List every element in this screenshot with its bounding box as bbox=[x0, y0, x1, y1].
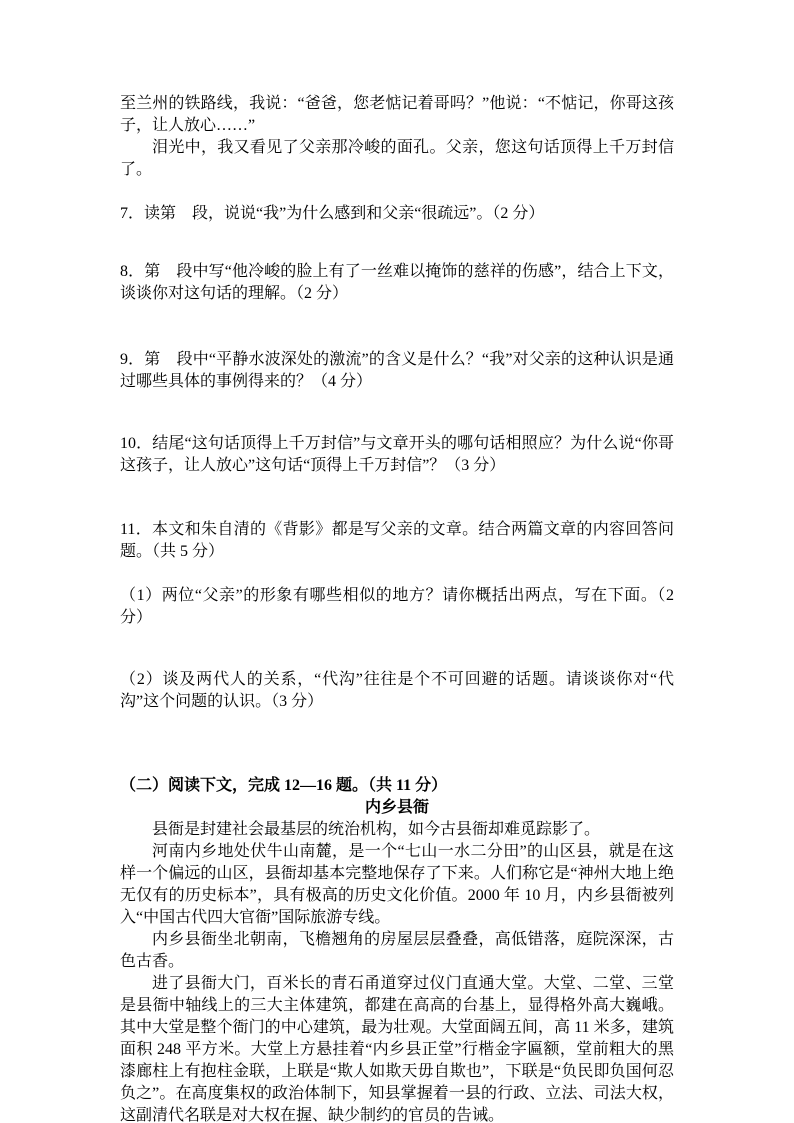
question-11-subitem-1: （1）两位“父亲”的形象有哪些相似的地方？请你概括出两点，写在下面。（2 分） bbox=[120, 587, 674, 626]
question-9: 9．第 段中“平静水波深处的激流”的含义是什么？“我”对父亲的这种认识是通过哪些具体的事例得来的？（4 分） bbox=[120, 351, 674, 390]
essay-paragraph-2: 河南内乡地处伏牛山南麓，是一个“七山一水二分田”的山区县，就是在这样一个偏远的山区，县衙却基本完整地保存了下来。人们称它是“神州大地上绝无仅有的历史标本”，具有极高的历史文化价值。2000 年 10 月，内乡县衙被列入“中国古代四大官衙”国际旅游专线。 bbox=[120, 843, 674, 926]
question-10: 10．结尾“这句话顶得上千万封信”与文章开头的哪句话相照应？为什么说“你哥这孩子，让人放心”这句话“顶得上千万封信”？（3 分） bbox=[120, 435, 674, 474]
essay-paragraph-4: 进了县衙大门，百米长的青石甬道穿过仪门直通大堂。大堂、二堂、三堂是县衙中轴线上的三大主体建筑，都建在高高的台基上，显得格外高大巍峨。其中大堂是整个衙门的中心建筑，最为壮观。大堂面阔五间，高 11 米多，建筑面积 248 平方米。大堂上方悬挂着“内乡县正堂”行楷金字匾额，堂前粗大的黑漆廊柱上有抱柱金联，上联是“欺人如欺天毋自欺也”，下联是“负民即负国何忍负之”。在高度集权的政治体制下，知县掌握着一县的行政、立法、司法大权，这副清代名联是对大权在握、缺少制约的官员的告诫。 bbox=[120, 975, 674, 1123]
essay-title: 内乡县衙 bbox=[364, 799, 429, 816]
question-11-subitem-2: （2）谈及两代人的关系，“代沟”往往是个不可回避的话题。请谈谈你对“代沟”这个问题的认识。（3 分） bbox=[120, 671, 674, 710]
passage-line-conclusion: 泪光中，我又看见了父亲那冷峻的面孔。父亲，您这句话顶得上千万封信了。 bbox=[120, 139, 674, 178]
question-11: 11．本文和朱自清的《背影》都是写父亲的文章。结合两篇文章的内容回答问题。（共 5 分） bbox=[120, 521, 674, 560]
passage-line-dialogue: 至兰州的铁路线，我说：“爸爸，您老惦记着哥吗？”他说：“不惦记，你哥这孩子，让人放心……” bbox=[120, 95, 674, 134]
section-2-heading: （二）阅读下文，完成 12—16 题。（共 11 分） bbox=[120, 777, 448, 794]
question-8: 8．第 段中写“他冷峻的脸上有了一丝难以掩饰的慈祥的伤感”，结合上下文，谈谈你对这句话的理解。（2 分） bbox=[120, 263, 674, 302]
essay-paragraph-1: 县衙是封建社会最基层的统治机构，如今古县衙却难觅踪影了。 bbox=[152, 821, 601, 838]
question-7: 7．读第 段，说说“我”为什么感到和父亲“很疏远”。（2 分） bbox=[120, 205, 545, 222]
essay-paragraph-3: 内乡县衙坐北朝南，飞檐翘角的房屋层层叠叠，高低错落，庭院深深，古色古香。 bbox=[120, 931, 674, 970]
